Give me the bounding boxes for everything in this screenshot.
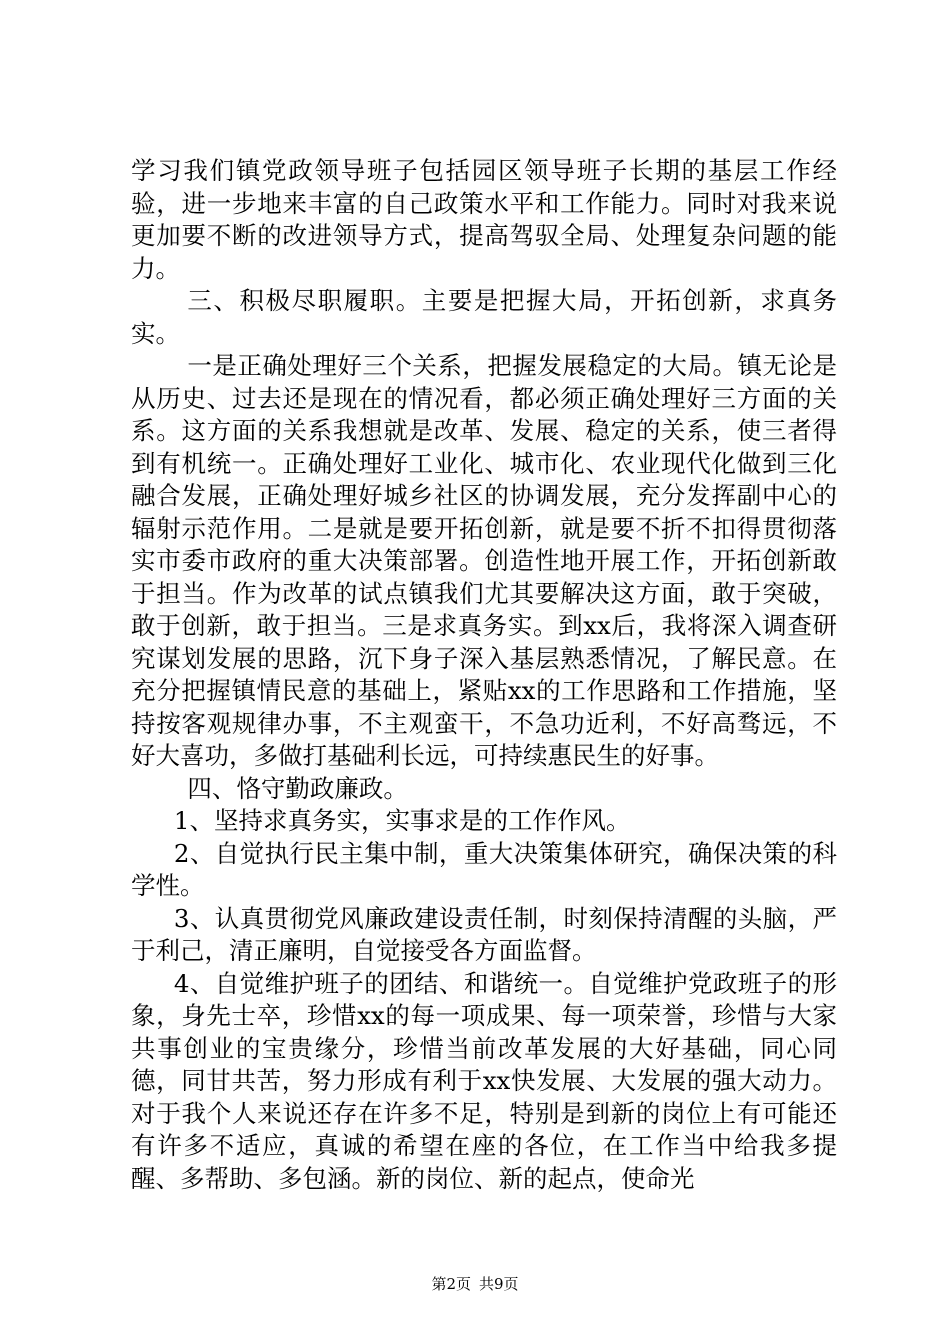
page-number: 第2页: [431, 1275, 471, 1293]
list-item-2: 2、自觉执行民主集中制，重大决策集体研究，确保决策的科学性。: [131, 838, 837, 900]
document-body: [131, 155, 837, 1195]
paragraph-3: 一是正确处理好三个关系，把握发展稳定的大局。镇无论是从历史、过去还是现在的情况看，都必须正确处理好三方面的关系。这方面的关系我想就是改革、发展、稳定的关系，使三者得到有机统一。正确处理好工业化、城市化、农业现代化做到三化融合发展，正确处理好城乡社区的协调发展，充分发挥副中心的辐射示范作用。二是就是要开拓创新，就是要不折不扣得贯彻落实市委市政府的重大决策部署。创造性地开展工作，开拓创新敢于担当。作为改革的试点镇我们尤其要解决这方面，敢于突破，敢于创新，敢于担当。三是求真务实。到xx后，我将深入调查研究谋划发展的思路，沉下身子深入基层熟悉情况，了解民意。在充分把握镇情民意的基础上，紧贴xx的工作思路和工作措施，坚持按客观规律办事，不主观蛮干，不急功近利，不好高骛远，不好大喜功，多做打基础利长远，可持续惠民生的好事。: [131, 351, 837, 770]
list-item-4: 4、自觉维护班子的团结、和谐统一。自觉维护党政班子的形象，身先士卒，珍惜xx的每一项成果、每一项荣誉，珍惜与大家共事创业的宝贵缘分，珍惜当前改革发展的大好基础，同心同德，同甘共苦，努力形成有利于xx快发展、大发展的强大动力。对于我个人来说还存在许多不足，特别是到新的岗位上有可能还有许多不适应，真诚的希望在座的各位，在工作当中给我多提醒、多帮助、多包涵。新的岗位、新的起点，使命光: [131, 968, 837, 1193]
page-footer: [0, 1274, 950, 1294]
paragraph-1: 学习我们镇党政领导班子包括园区领导班子长期的基层工作经验，进一步地来丰富的自己政策水平和工作能力。同时对我来说更加要不断的改进领导方式，提高驾驭全局、处理复杂问题的能力。: [131, 156, 837, 283]
page-total: 共9页: [479, 1275, 519, 1293]
paragraph-section-four: 四、恪守勤政廉政。: [187, 773, 408, 803]
paragraph-section-three: 三、积极尽职履职。主要是把握大局，开拓创新，求真务实。: [131, 286, 837, 348]
list-item-1: 1、坚持求真务实，实事求是的工作作风。: [173, 806, 631, 835]
list-item-3: 3、认真贯彻党风廉政建设责任制，时刻保持清醒的头脑，严于利己，清正廉明，自觉接受各方面监督。: [131, 903, 837, 965]
